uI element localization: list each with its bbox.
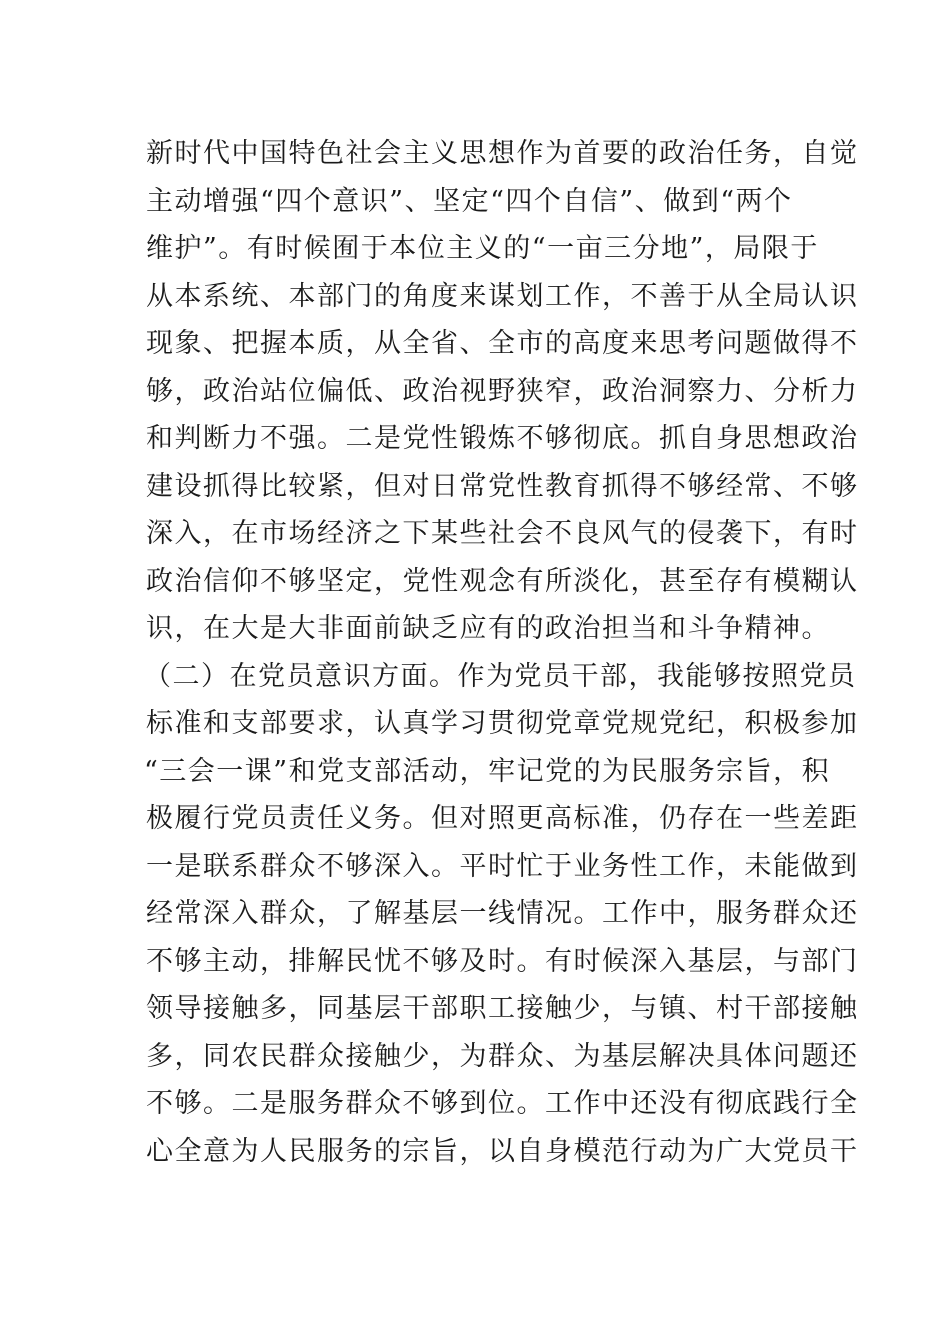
text-line: 不够。二是服务群众不够到位。工作中还没有彻底践行全 bbox=[146, 1088, 859, 1119]
text-line: 深入，在市场经济之下某些社会不良风气的侵袭下，有时 bbox=[146, 518, 859, 549]
text-line: 建设抓得比较紧，但对日常党性教育抓得不够经常、不够 bbox=[146, 470, 859, 502]
text-line: 够，政治站位偏低、政治视野狭窄，政治洞察力、分析力 bbox=[146, 375, 859, 407]
text-line: 现象、把握本质，从全省、全市的高度来思考问题做得不 bbox=[146, 328, 859, 359]
text-line: 标准和支部要求，认真学习贯彻党章党规党纪，积极参加 bbox=[146, 708, 859, 739]
text-line: 政治信仰不够坚定，党性观念有所淡化，甚至存有模糊认 bbox=[146, 565, 859, 597]
text-line: 主动增强“四个意识”、坚定“四个自信”、做到“两个 bbox=[146, 185, 793, 217]
text-line: 经常深入群众，了解基层一线情况。工作中，服务群众还 bbox=[146, 898, 859, 929]
text-line: 极履行党员责任义务。但对照更高标准，仍存在一些差距 bbox=[146, 803, 859, 834]
text-line: 识，在大是大非面前缺乏应有的政治担当和斗争精神。 bbox=[146, 613, 830, 644]
text-line: “三会一课”和党支部活动，牢记党的为民服务宗旨，积 bbox=[144, 755, 831, 787]
text-line: 领导接触多，同基层干部职工接触少，与镇、村干部接触 bbox=[146, 993, 859, 1024]
text-line: 不够主动，排解民忧不够及时。有时候深入基层，与部门 bbox=[146, 945, 859, 977]
text-line: 维护”。有时候囿于本位主义的“一亩三分地”，局限于 bbox=[146, 233, 819, 264]
body-text bbox=[144, 130, 859, 1175]
text-line: 新时代中国特色社会主义思想作为首要的政治任务，自觉 bbox=[146, 138, 859, 169]
text-line: 和判断力不强。二是党性锻炼不够彻底。抓自身思想政治 bbox=[146, 423, 859, 454]
text-line: 多，同农民群众接触少，为群众、为基层解决具体问题还 bbox=[146, 1040, 859, 1072]
text-line: 从本系统、本部门的角度来谋划工作，不善于从全局认识 bbox=[146, 280, 859, 312]
text-line: 一是联系群众不够深入。平时忙于业务性工作，未能做到 bbox=[146, 850, 859, 882]
text-line: 心全意为人民服务的宗旨，以自身模范行动为广大党员干 bbox=[146, 1135, 859, 1167]
section-heading-line: （二）在党员意识方面。作为党员干部，我能够按照党员 bbox=[144, 660, 857, 692]
